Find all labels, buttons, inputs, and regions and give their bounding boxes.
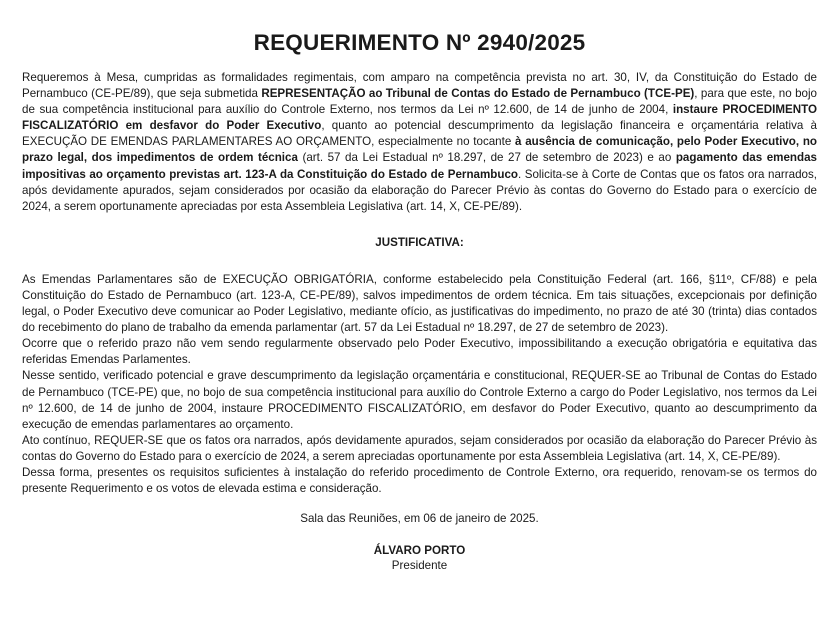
request-emphasis: pagamento das emendas impositivas ao orçamento previstas art. 123-A da Constituição do Estado de Pernambuco bbox=[22, 151, 817, 181]
closing-place-date: Sala das Reuniões, em 06 de janeiro de 2025. bbox=[300, 512, 539, 526]
request-paragraph bbox=[22, 70, 817, 215]
request-emphasis: à ausência de comunicação, pelo Poder Executivo, no prazo legal, dos impedimentos de ordem técnica bbox=[22, 135, 817, 165]
justification-heading: JUSTIFICATIVA: bbox=[375, 235, 464, 249]
document-title: REQUERIMENTO Nº 2940/2025 bbox=[253, 30, 586, 55]
justification-paragraph-2: Ocorre que o referido prazo não vem sendo regularmente observado pelo Poder Executivo, impossibilitando a execução obrigatória e equitativa das referidas Emendas Parlamentes. bbox=[22, 337, 817, 367]
request-text: , para que este, no bojo de sua competência institucional para auxílio do Controle Externo, nos termos da Lei nº 12.600, de 14 de junho de 2004, bbox=[22, 87, 818, 117]
signer-name: ÁLVARO PORTO bbox=[373, 544, 466, 558]
signer-role: Presidente bbox=[391, 559, 448, 573]
justification-paragraph-5: Dessa forma, presentes os requisitos suficientes à instalação do referido procedimento de Controle Externo, ora requerido, renovam-se os termos do presente Requerimento e os votos de elevada estima e consideração. bbox=[22, 465, 817, 496]
justification-paragraph-4: Ato contínuo, REQUER-SE que os fatos ora narrados, após devidamente apurados, sejam considerados por ocasião da elaboração do Parecer Prévio às contas do Governo do Estado para o exercício de 2024, a serem apreciadas oportunamente por esta Assembleia Legislativa (art. 14, X, CE-PE/89). bbox=[22, 433, 817, 463]
request-text: Requeremos à Mesa, cumpridas as formalidades regimentais, com amparo na competência prevista no art. 30, IV, da Constituição do Estado de Pernambuco (CE-PE/89), que seja submetida bbox=[22, 71, 817, 101]
request-emphasis: instaure PROCEDIMENTO FISCALIZATÓRIO em desfavor do Poder Executivo bbox=[22, 103, 817, 133]
request-text: , quanto ao potencial descumprimento da legislação financeira e orçamentária relativa à EXECUÇÃO DE EMENDAS PARLAMENTARES AO ORÇAMENTO, especialmente no tocante bbox=[22, 119, 817, 149]
request-text: (art. 57 da Lei Estadual nº 18.297, de 27 de setembro de 2023) e ao bbox=[297, 151, 676, 165]
request-emphasis: REPRESENTAÇÃO ao Tribunal de Contas do Estado de Pernambuco (TCE-PE) bbox=[261, 87, 695, 101]
justification-paragraph-3: Nesse sentido, verificado potencial e grave descumprimento da legislação orçamentária e constitucional, REQUER-SE ao Tribunal de Contas do Estado de Pernambuco (TCE-PE) que, no bojo de sua competência institucional para auxílio do Controle Externo a cargo do Poder Legislativo, nos termos da Lei nº 12.600, de 14 de junho de 2004, instaure PROCEDIMENTO FISCALIZATÓRIO, em desfavor do Poder Executivo, quanto ao descumprimento da execução de emendas parlamentares ao orçamento. bbox=[22, 369, 817, 431]
justification-paragraph-1: As Emendas Parlamentares são de EXECUÇÃO OBRIGATÓRIA, conforme estabelecido pela Constituição Federal (art. 166, §11º, CF/88) e pela Constituição do Estado de Pernambuco (art. 123-A, CE-PE/89), salvos impedimentos de ordem técnica. Em tais situações, excepcionais por definição legal, o Poder Executivo deve comunicar ao Poder Legislativo, mediante ofício, as justificativas do impedimento, no prazo de até 30 (trinta) dias contados do recebimento do plano de trabalho da emenda parlamentar (art. 57 da Lei Estadual nº 18.297, de 27 de setembro de 2023). bbox=[22, 272, 817, 335]
request-text: . Solicita-se à Corte de Contas que os fatos ora narrados, após devidamente apurados, sejam considerados por ocasião da elaboração do Parecer Prévio às contas do Governo do Estado para o exercício de 2024, a serem oportunamente apreciadas por esta Assembleia Legislativa (art. 14, X, CE-PE/89). bbox=[22, 167, 817, 213]
